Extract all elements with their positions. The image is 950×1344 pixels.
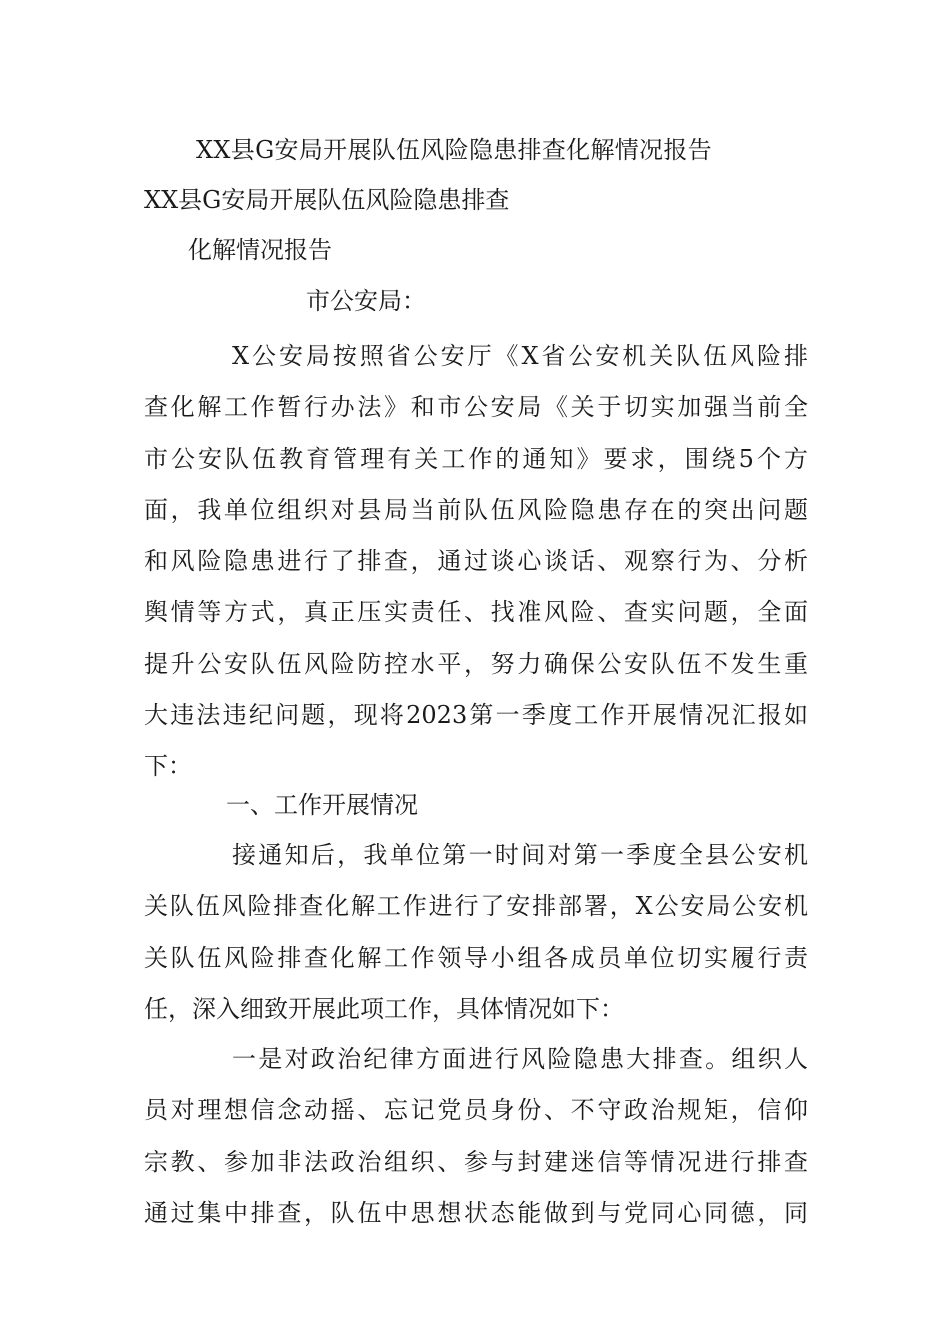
text-line: 市公安队伍教育管理有关工作的通知》要求，围绕5个方	[144, 444, 808, 473]
paragraph-intro	[144, 331, 808, 793]
text-line: 员对理想信念动摇、忘记党员身份、不守政治规矩，信仰	[144, 1096, 808, 1125]
text-line: 面，我单位组织对县局当前队伍风险隐患存在的突出问题	[144, 495, 808, 524]
document-subtitle-line-1: XX县G安局开展队伍风险隐患排查	[144, 186, 510, 214]
text-line: X公安局按照省公安厅《X省公安机关队伍风险排	[232, 342, 808, 370]
paragraph-work-overview	[144, 830, 808, 1035]
text-line: 任，深入细致开展此项工作，具体情况如下：	[144, 994, 624, 1023]
document-title: XX县G安局开展队伍风险隐患排查化解情况报告	[196, 136, 712, 164]
text-line: 下：	[144, 752, 192, 781]
paragraph-political-discipline	[144, 1034, 808, 1239]
text-line: 关队伍风险排查化解工作领导小组各成员单位切实履行责	[144, 943, 808, 972]
text-line: 宗教、参加非法政治组织、参与封建迷信等情况进行排查	[144, 1147, 808, 1176]
text-line: 和风险隐患进行了排查，通过谈心谈话、观察行为、分析	[144, 547, 808, 576]
text-line: 大违法违纪问题，现将2023第一季度工作开展情况汇报如	[144, 701, 808, 730]
text-line: 查化解工作暂行办法》和市公安局《关于切实加强当前全	[144, 393, 808, 422]
text-line: 提升公安队伍风险防控水平，努力确保公安队伍不发生重	[144, 649, 808, 678]
document-subtitle-line-2: 化解情况报告	[188, 236, 332, 264]
text-line: 舆情等方式，真正压实责任、找准风险、查实问题，全面	[144, 598, 808, 627]
salutation: 市公安局：	[306, 287, 426, 315]
text-line: 一是对政治纪律方面进行风险隐患大排查。组织人	[232, 1045, 808, 1073]
section-heading	[144, 780, 808, 831]
text-line: 关队伍风险排查化解工作进行了安排部署，X公安局公安机	[144, 892, 808, 921]
text-line: 通过集中排查，队伍中思想状态能做到与党同心同德，同	[144, 1198, 808, 1227]
section-heading-text: 一、工作开展情况	[226, 791, 418, 819]
text-line: 接通知后，我单位第一时间对第一季度全县公安机	[232, 841, 808, 869]
